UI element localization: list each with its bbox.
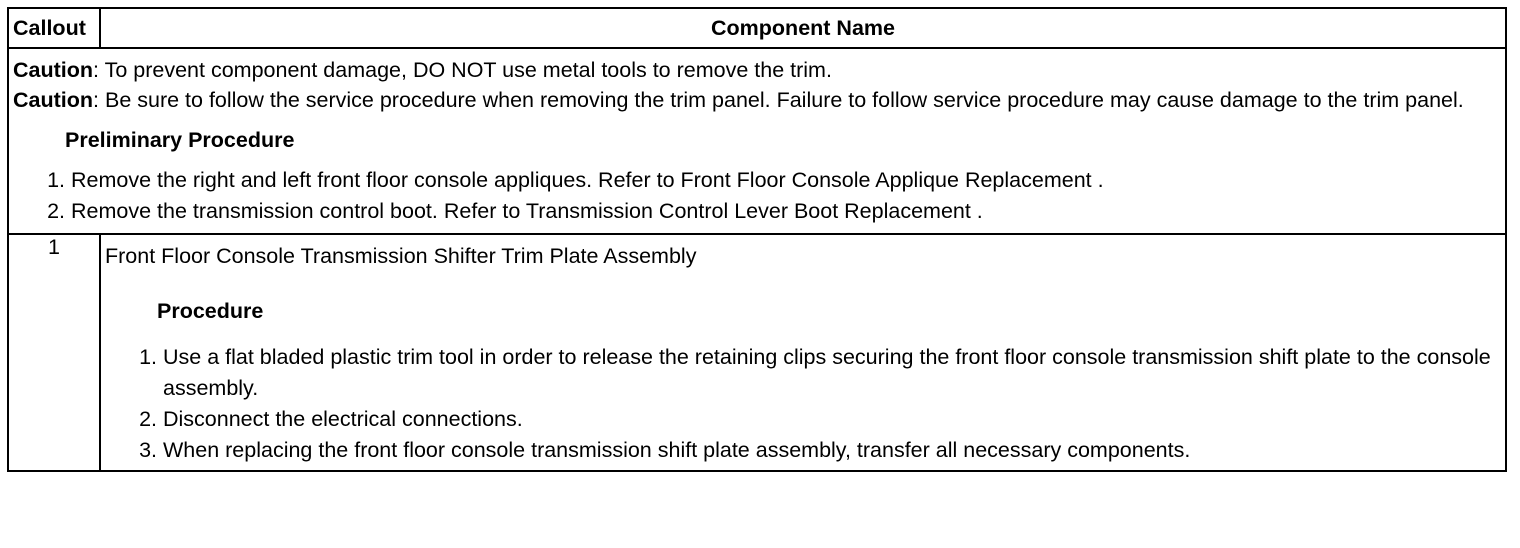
preliminary-steps-list: [13, 165, 1501, 227]
list-item: [105, 342, 1501, 404]
procedure-table: [7, 7, 1507, 472]
step-text: Remove the transmission control boot. Refer to Transmission Control Lever Boot Replacement .: [71, 199, 983, 223]
preliminary-procedure-heading: Preliminary Procedure: [65, 128, 295, 152]
step-number: 1.: [47, 168, 65, 192]
notes-block: [9, 49, 1505, 233]
component-block: [101, 235, 1505, 470]
table-row: [8, 234, 1506, 471]
step-number: 3.: [139, 438, 157, 462]
step-number: 2.: [139, 407, 157, 431]
notes-cell: [8, 48, 1506, 234]
list-item: [13, 196, 1501, 227]
step-text: Use a flat bladed plastic trim tool in order to release the retaining clips securing the front floor console transmission shift plate to the console assembly.: [163, 345, 1491, 400]
caution-note: [13, 55, 1501, 85]
procedure-steps-list: [105, 342, 1501, 466]
caution-text: : Be sure to follow the service procedure when removing the trim panel. Failure to follow service procedure may cause damage to the trim panel.: [93, 88, 1464, 112]
component-name: Front Floor Console Transmission Shifter Trim Plate Assembly: [105, 244, 697, 268]
component-name-header: Component Name: [100, 8, 1506, 48]
step-text: Remove the right and left front floor console appliques. Refer to Front Floor Console Applique Replacement .: [71, 168, 1104, 192]
step-text: When replacing the front floor console transmission shift plate assembly, transfer all necessary components.: [163, 438, 1191, 462]
step-text: Disconnect the electrical connections.: [163, 407, 523, 431]
step-number: 2.: [47, 199, 65, 223]
component-cell: [100, 234, 1506, 471]
notes-row: [8, 48, 1506, 234]
caution-label: Caution: [13, 58, 94, 82]
caution-note: [13, 85, 1501, 115]
procedure-heading: Procedure: [157, 299, 264, 323]
list-item: [105, 435, 1501, 466]
callout-cell: 1: [8, 234, 100, 471]
list-item: [13, 165, 1501, 196]
caution-text: : To prevent component damage, DO NOT use metal tools to remove the trim.: [93, 58, 832, 82]
list-item: [105, 404, 1501, 435]
step-number: 1.: [139, 345, 157, 369]
header-row: [8, 8, 1506, 48]
caution-label: Caution: [13, 88, 94, 112]
callout-header: Callout: [8, 8, 100, 48]
